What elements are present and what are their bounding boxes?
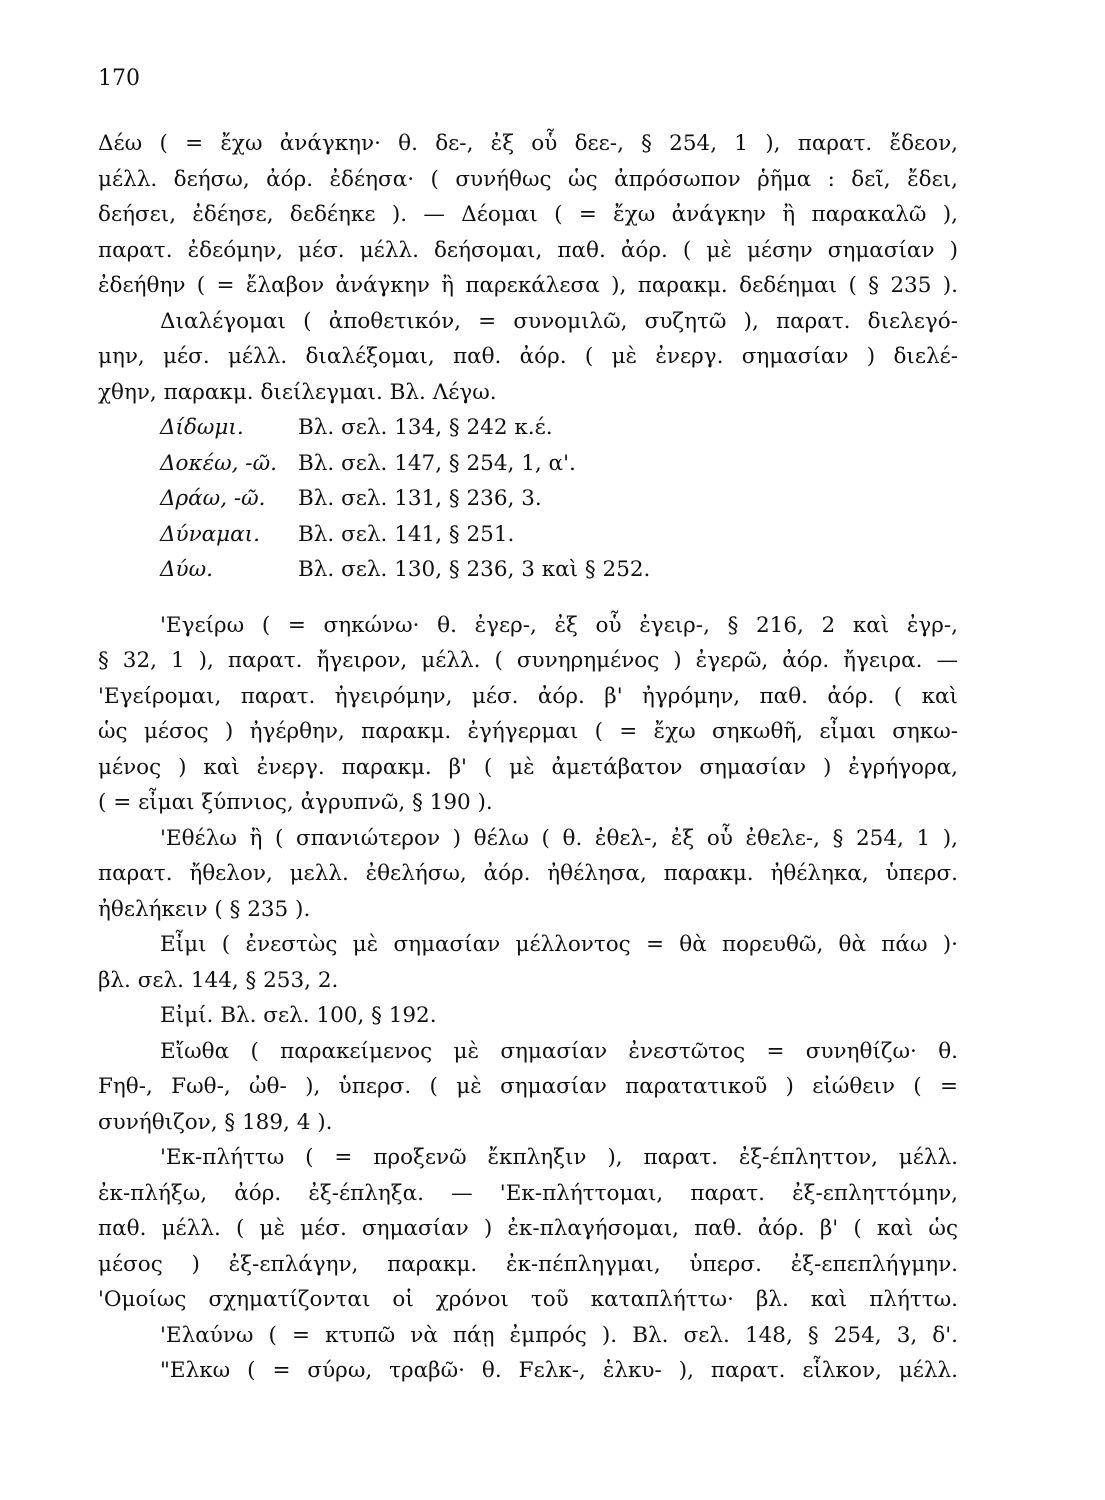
entry-eiotha-line-3: συνήθιζον, § 189, 4 ). [98, 1109, 333, 1135]
entry-egeiro-line-3: 'Εγείρομαι, παρατ. ἠγειρόμην, μέσ. ἀόρ. β' ἠγρόμην, παθ. ἀόρ. ( καὶ [98, 683, 958, 709]
entry-ekplitto-line-1: 'Εκ-πλήττω ( = προξενῶ ἔκπληξιν ), παρατ. ἐξ-έπληττον, μέλλ. [160, 1145, 958, 1170]
entry-dialegomai-line-2: μην, μέσ. μέλλ. διαλέξομαι, παθ. ἀόρ. ( μὲ ἐνεργ. σημασίαν ) διελέ- [98, 344, 958, 369]
cross-ref-target: Βλ. σελ. 141, § 251. [298, 521, 515, 547]
entry-ethelo-line-3: ἠθελήκειν ( § 235 ). [98, 896, 311, 922]
entry-eimi-line-2: βλ. σελ. 144, § 253, 2. [98, 967, 339, 993]
entry-dialegomai-line-1: Διαλέγομαι ( ἀποθετικόν, = συνομιλῶ, συζητῶ ), παρατ. διελεγό- [160, 308, 958, 334]
cross-ref-lemma: Δοκέω, -ῶ. [160, 450, 277, 476]
page-number: 170 [98, 66, 140, 91]
entry-deo-line-4: παρατ. ἐδεόμην, μέσ. μέλλ. δεήσομαι, παθ. ἀόρ. ( μὲ μέσην σημασίαν ) [98, 237, 958, 263]
entry-ethelo-line-2: παρατ. ἤθελον, μελλ. ἐθελήσω, ἀόρ. ἠθέλησα, παρακμ. ἠθέληκα, ὑπερσ. [98, 861, 958, 886]
entry-deo-line-5: ἐδεήθην ( = ἔλαβον ἀνάγκην ἢ παρεκάλεσα ), παρακμ. δεδέημαι ( § 235 ). [98, 273, 958, 298]
entry-egeiro-line-1: 'Εγείρω ( = σηκώνω· θ. ἐγερ-, ἐξ οὗ ἐγειρ-, § 216, 2 καὶ ἐγρ-, [160, 612, 958, 638]
entry-ekplitto-line-4: μέσος ) ἐξ-επλάγην, παρακμ. ἐκ-πέπληγμαι, ὑπερσ. ἐξ-επεπλήγμην. [98, 1251, 958, 1277]
entry-egeiro-line-5: μένος ) καὶ ἐνεργ. παρακμ. β' ( μὲ ἀμετάβατον σημασίαν ) ἐγρήγορα, [98, 754, 958, 780]
entry-egeiro-line-6: ( = εἶμαι ξύπνιος, ἀγρυπνῶ, § 190 ). [98, 790, 493, 815]
entry-eiotha-line-2: Fηθ-, Fωθ-, ὠθ- ), ὑπερσ. ( μὲ σημασίαν παρατατικοῦ ) εἰώθειν ( = [98, 1074, 958, 1099]
cross-ref-row [98, 446, 958, 482]
entry-ekplitto-line-5: 'Ομοίως σχηματίζονται οἱ χρόνοι τοῦ καταπλήττω· βλ. καὶ πλήττω. [98, 1287, 958, 1312]
cross-ref-target: Βλ. σελ. 147, § 254, 1, α'. [298, 450, 576, 476]
entry-helko-line-1: "Ελκω ( = σύρω, τραβῶ· θ. Fελκ-, ἑλκυ- ), παρατ. εἷλκον, μέλλ. [160, 1358, 958, 1383]
cross-ref-row [98, 517, 958, 553]
cross-ref-row [98, 552, 958, 588]
cross-ref-lemma: Δύναμαι. [160, 521, 260, 547]
entry-eimi-accent-line-1: Εἰμί. Βλ. σελ. 100, § 192. [160, 1003, 437, 1028]
entry-elauno-line-1: 'Ελαύνω ( = κτυπῶ νὰ πάῃ ἐμπρός ). Βλ. σελ. 148, § 254, 3, δ'. [160, 1322, 958, 1348]
entry-ekplitto-line-2: ἐκ-πλήξω, ἀόρ. ἐξ-έπληξα. — 'Εκ-πλήττομαι, παρατ. ἐξ-επληττόμην, [98, 1180, 958, 1206]
entry-ethelo-line-1: 'Εθέλω ἢ ( σπανιώτερον ) θέλω ( θ. ἐθελ-, ἐξ οὗ ἐθελε-, § 254, 1 ), [160, 825, 958, 851]
entry-egeiro-line-4: ὡς μέσος ) ἠγέρθην, παρακμ. ἐγήγερμαι ( = ἔχω σηκωθῆ, εἶμαι σηκω- [98, 719, 958, 744]
cross-ref-lemma: Δράω, -ῶ. [160, 486, 266, 511]
entry-deo-line-2: μέλλ. δεήσω, ἀόρ. ἐδέησα· ( συνήθως ὡς ἀπρόσωπον ῥῆμα : δεῖ, ἔδει, [98, 166, 958, 192]
dictionary-text [98, 126, 958, 1389]
entry-ekplitto-line-3: παθ. μέλλ. ( μὲ μέσ. σημασίαν ) ἐκ-πλαγήσομαι, παθ. ἀόρ. β' ( καὶ ὡς [98, 1216, 958, 1241]
entry-eiotha-line-1: Εἴωθα ( παρακείμενος μὲ σημασίαν ἐνεστῶτος = συνηθίζω· θ. [160, 1038, 958, 1064]
entry-eimi-line-1: Εἶμι ( ἐνεστὼς μὲ σημασίαν μέλλοντος = θὰ πορευθῶ, θὰ πάω )· [160, 932, 958, 957]
cross-ref-target: Βλ. σελ. 134, § 242 κ.έ. [298, 415, 553, 440]
cross-ref-target: Βλ. σελ. 131, § 236, 3. [298, 486, 542, 511]
entry-deo-line-1: Δέω ( = ἔχω ἀνάγκην· θ. δε-, ἐξ οὗ δεε-, § 254, 1 ), παρατ. ἔδεον, [98, 131, 958, 156]
cross-ref-target: Βλ. σελ. 130, § 236, 3 καὶ § 252. [298, 557, 651, 582]
cross-ref-lemma: Δύω. [160, 557, 213, 582]
cross-ref-row [98, 481, 958, 517]
entry-egeiro-line-2: § 32, 1 ), παρατ. ἤγειρον, μέλλ. ( συνηρημένος ) ἐγερῶ, ἀόρ. ἤγειρα. — [98, 648, 958, 673]
cross-ref-lemma: Δίδωμι. [160, 415, 244, 440]
entry-deo-line-3: δεήσει, ἐδέησε, δεδέηκε ). — Δέομαι ( = ἔχω ἀνάγκην ἢ παρακαλῶ ), [98, 202, 958, 227]
entry-dialegomai-line-3: χθην, παρακμ. διείλεγμαι. Βλ. Λέγω. [98, 379, 497, 405]
cross-ref-row [98, 410, 958, 446]
